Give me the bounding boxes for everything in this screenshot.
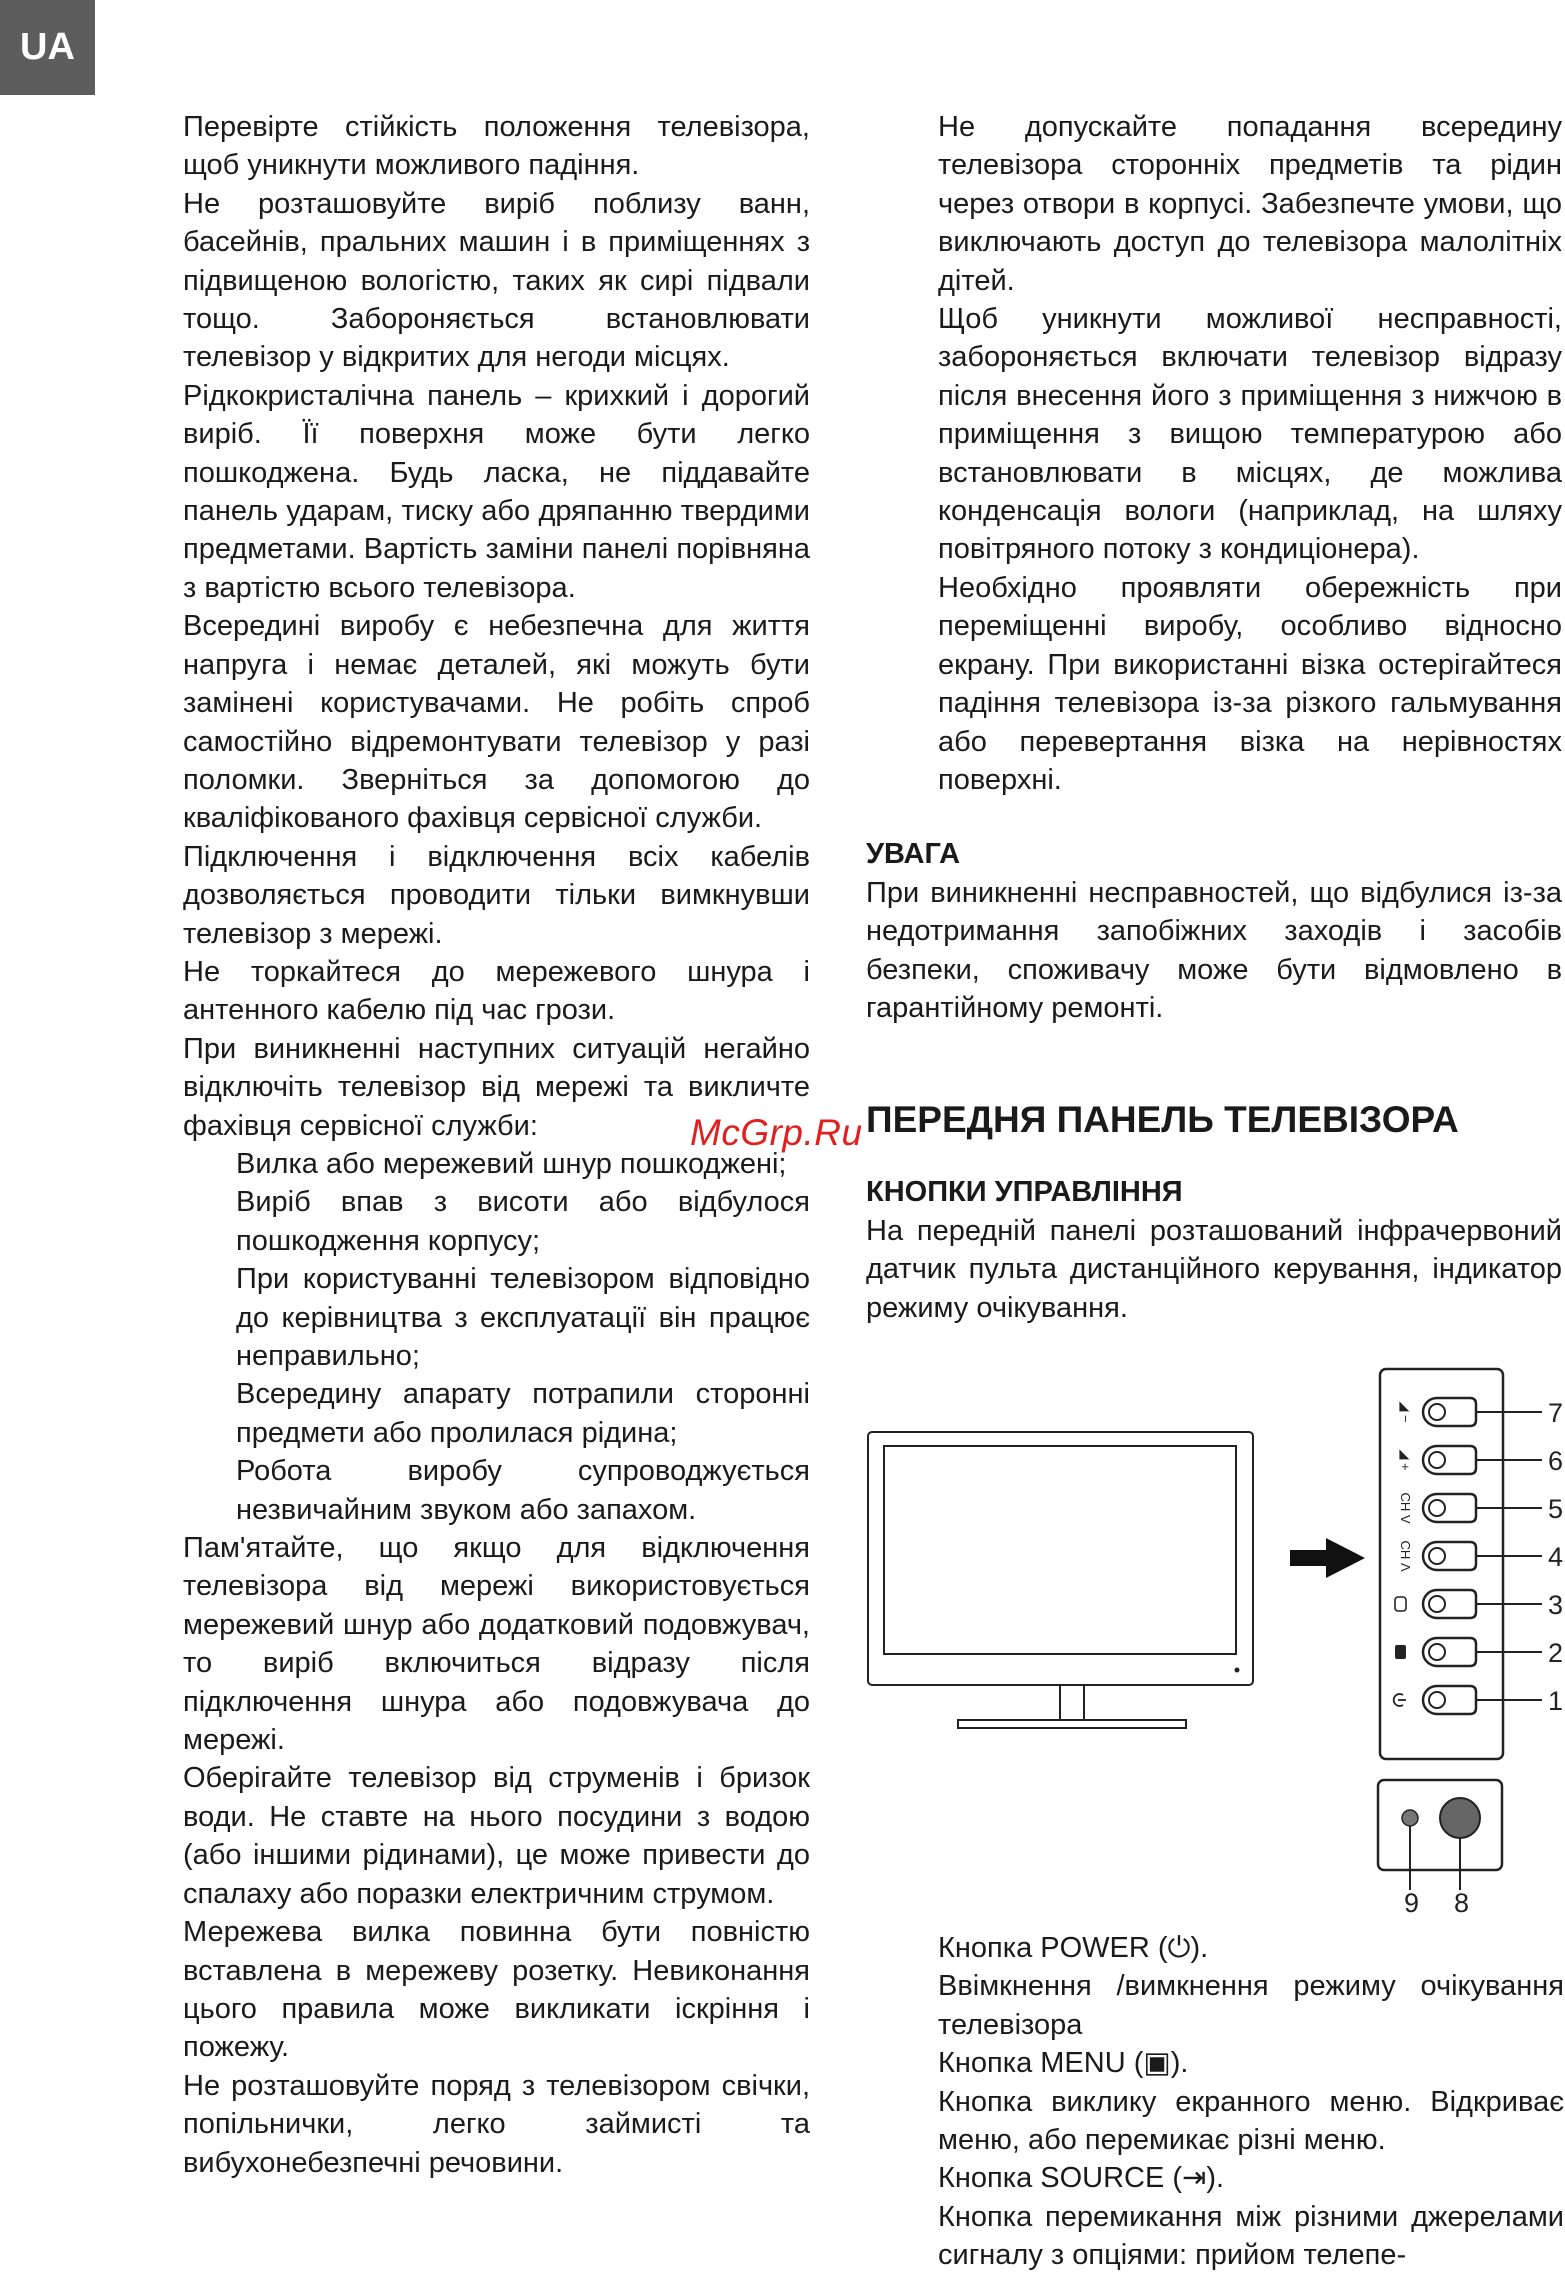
situation-item: При користуванні телевізором відповідно до керівництва з експлуатації він працює неправильно; xyxy=(236,1263,810,1372)
paragraph: Підключення і відключення всіх кабелів дозволяється проводити тільки вимкнувши телевізор з мережі. xyxy=(183,840,810,950)
situation-item: Робота виробу супроводжується незвичайним звуком або запахом. xyxy=(236,1455,810,1526)
caption: Ввімкнення /вимкнення режиму очікування телевізора xyxy=(938,1970,1564,2041)
menu-icon xyxy=(1395,1645,1406,1659)
sensor-panel xyxy=(1378,1780,1502,1890)
power-icon xyxy=(1394,1694,1406,1706)
button-number: 5 xyxy=(1548,1494,1564,1524)
tv-illustration xyxy=(868,1432,1253,1728)
intro-paragraph: На передній панелі розташований інфрачервоний датчик пульта дистанційного керування, індикатор режиму очікування. xyxy=(866,1214,1562,1324)
captions xyxy=(938,1929,1564,2275)
side-button-1 xyxy=(1394,1686,1563,1716)
section-title: ПЕРЕДНЯ ПАНЕЛЬ ТЕЛЕВІЗОРА xyxy=(866,1099,1459,1141)
paragraph: Не торкайтеся до мережевого шнура і антенного кабелю під час грози. xyxy=(183,955,810,1027)
button-number: 1 xyxy=(1548,1686,1564,1716)
paragraph: Рідкокристалічна панель – крихкий і дорогий виріб. Її поверхня може бути легко пошкоджена. Будь ласка, не піддавайте панель ударам, тиску або дряпанню твердими предметами. Вартість заміни панелі порівняна з вартістю всього телевізора. xyxy=(183,379,810,604)
source-icon xyxy=(1395,1597,1406,1611)
paragraph: Оберігайте телевізор від струменів і бризок води. Не ставте на нього посудини з водою (або іншими рідинами), це може привести до спалаху або поразки електричним струмом. xyxy=(183,1762,810,1910)
side-button-4 xyxy=(1398,1540,1563,1572)
button-number: 2 xyxy=(1548,1638,1564,1668)
paragraph: Пам'ятайте, що якщо для відключення телевізора від мережі використовується мережевий шнур або додатковий подовжувач, то виріб включиться відразу після підключення шнура або подовжувача до мережі. xyxy=(183,1532,810,1757)
caption: Кнопка SOURCE (⇥). xyxy=(938,2162,1225,2195)
caption: Кнопка MENU (▣). xyxy=(938,2047,1189,2080)
caption: Кнопка виклику екранного меню. Відкриває меню, або перемикає різні меню. xyxy=(938,2085,1564,2157)
watermark: McGrp.Ru xyxy=(690,1112,863,1153)
arrow-icon xyxy=(1290,1538,1365,1578)
side-button-5 xyxy=(1398,1492,1563,1524)
caption: Кнопка POWER (⏻). xyxy=(938,1932,1209,1964)
paragraph: Не розташовуйте виріб поблизу ванн, басейнів, пральних машин і в приміщеннях з підвищеною вологістю, таких як сирі підвали тощо. Забороняється встановлювати телевізор у відкритих для негоди місцях. xyxy=(183,187,810,374)
button-label: ◢ + xyxy=(1398,1449,1413,1471)
button-label: ◢ − xyxy=(1398,1401,1413,1423)
notice-title: УВАГА xyxy=(866,838,961,871)
paragraph: Щоб уникнути можливої несправності, забороняється включати телевізор відразу після внесення його з приміщення з нижчою в приміщення з вищою температурою або встановлювати в місцях, де можлива конденсація вологи (наприклад, на шляху повітряного потоку з кондиціонера). xyxy=(938,303,1562,566)
language-badge: UA xyxy=(0,0,95,95)
front-panel-diagram xyxy=(860,1360,1565,1930)
button-number: 3 xyxy=(1548,1590,1564,1620)
button-number: 6 xyxy=(1548,1446,1564,1476)
button-number: 7 xyxy=(1548,1398,1564,1428)
paragraph: При виникненні наступних ситуацій негайно відключіть телевізор від мережі та викличте фахівця сервісної служби: xyxy=(183,1032,810,1142)
caption: Кнопка перемикання між різними джерелами сигналу з опціями: прийом телепе- xyxy=(938,2200,1564,2272)
situation-item: Виріб впав з висоти або відбулося пошкодження корпусу; xyxy=(236,1186,810,1257)
situation-item: Всередину апарату потрапили сторонні предмети або пролилася рідина; xyxy=(236,1378,810,1449)
label-9: 9 xyxy=(1404,1888,1420,1918)
button-label: CH V xyxy=(1398,1492,1413,1524)
side-button-2 xyxy=(1395,1638,1563,1668)
button-number: 4 xyxy=(1548,1542,1564,1572)
paragraph: Мережева вилка повинна бути повністю вставлена в мережеву розетку. Невиконання цього правила може викликати іскріння і пожежу. xyxy=(183,1916,810,2064)
right-column xyxy=(866,108,1562,1327)
notice-text: При виникненні несправностей, що відбулися із-за недотримання запобіжних заходів і засобів безпеки, споживачу може бути відмовлено в гарантійному ремонті. xyxy=(866,876,1562,1024)
button-label: CH Λ xyxy=(1398,1540,1413,1572)
paragraph: Не допускайте попадання всередину телевізора сторонніх предметів та рідин через отвори в корпусі. Забезпечте умови, що виключають доступ до телевізора малолітніх дітей. xyxy=(938,111,1562,297)
paragraph: Необхідно проявляти обережність при переміщенні виробу, особливо відносно екрану. При використанні візка остерігайтеся падіння телевізора із-за різкого гальмування або перевертання візка на нерівностях поверхні. xyxy=(938,571,1562,796)
side-button-7 xyxy=(1398,1398,1563,1428)
subsection-title: КНОПКИ УПРАВЛІННЯ xyxy=(866,1176,1183,1209)
paragraph: Всередині виробу є небезпечна для життя напруга і немає деталей, які можуть бути замінені користувачами. Не робіть спроб самостійно відремонтувати телевізор у разі поломки. Зверніться за допомогою до кваліфікованого фахівця сервісної служби. xyxy=(183,610,810,835)
paragraph: Перевірте стійкість положення телевізора, щоб уникнути можливого падіння. xyxy=(183,111,810,182)
side-button-6 xyxy=(1398,1446,1563,1476)
side-button-3 xyxy=(1395,1590,1563,1620)
label-8: 8 xyxy=(1454,1888,1470,1918)
situation-item: Вилка або мережевий шнур пошкоджені; xyxy=(236,1147,787,1180)
paragraph: Не розташовуйте поряд з телевізором свічки, попільнички, легко займисті та вибухонебезпечні речовини. xyxy=(183,2069,810,2179)
